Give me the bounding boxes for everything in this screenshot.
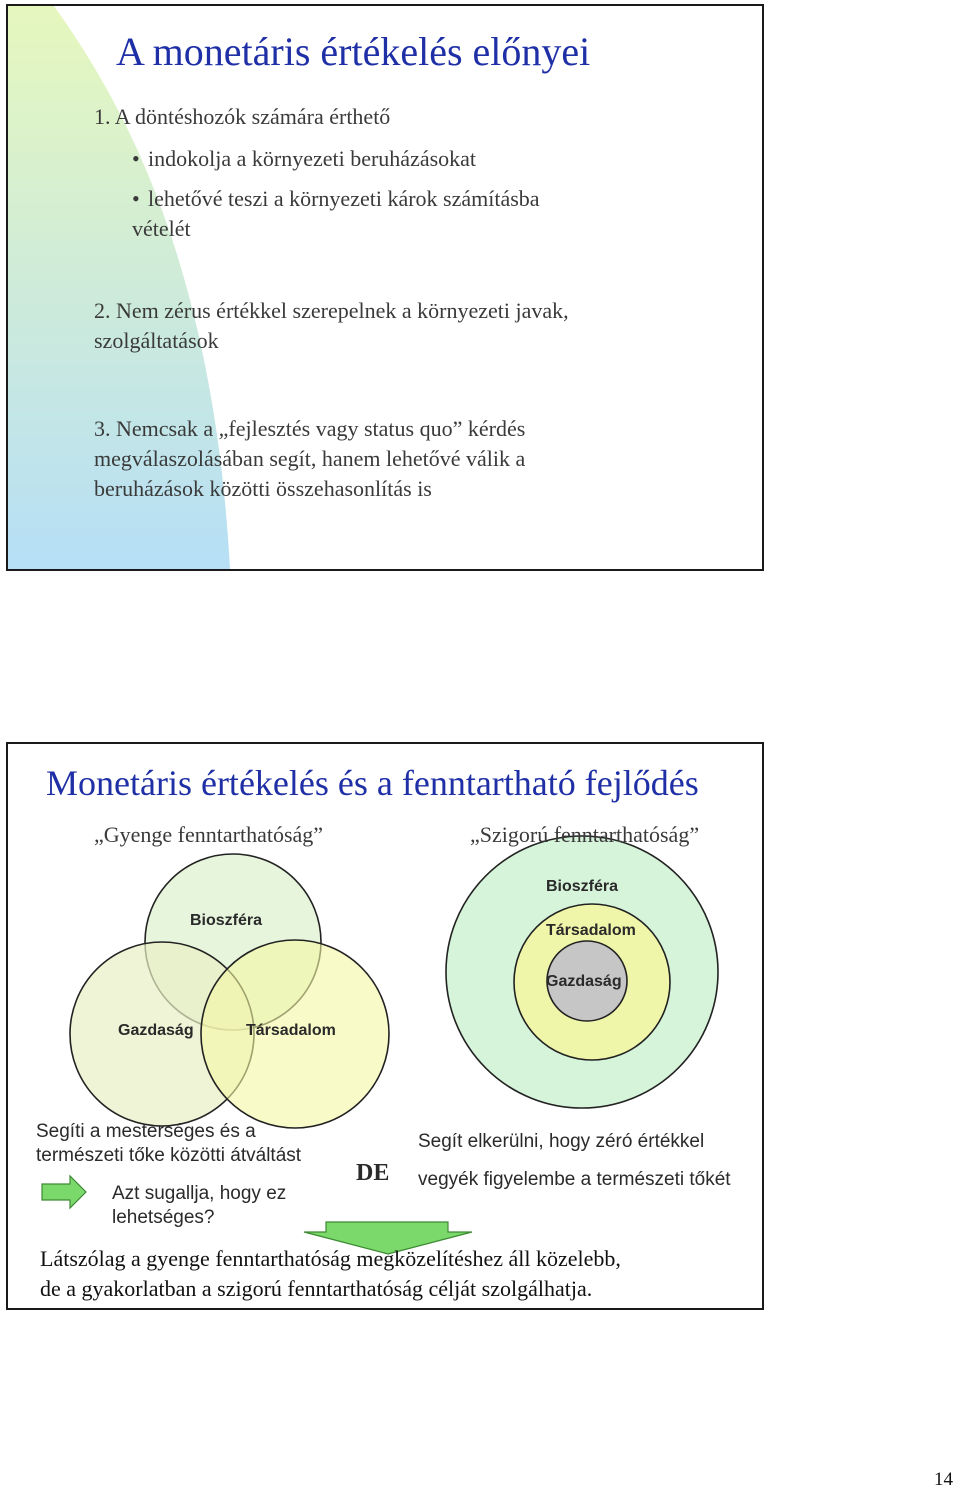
bullet-1: • indokolja a környezeti beruházásokat	[148, 144, 476, 174]
de-label: DE	[356, 1160, 390, 1186]
strong-description-line-2: vegyék figyelembe a természeti tőkét	[418, 1169, 731, 1190]
point-2-line-2: szolgáltatások	[94, 328, 219, 353]
slide-1-title: A monetáris értékelés előnyei	[116, 29, 591, 74]
strong-description-line-1: Segít elkerülni, hogy zéró értékkel	[418, 1131, 705, 1152]
nested-gazdasag-label: Gazdaság	[546, 973, 622, 990]
point-1: 1. A döntéshozók számára érthető	[94, 104, 391, 129]
conclusion-line-1: Látszólag a gyenge fenntarthatóság megközelítéshez áll közelebb,	[40, 1246, 621, 1271]
weak-sustainability-heading: „Gyenge fenntarthatóság”	[94, 822, 324, 847]
bullet-2: • lehetővé teszi a környezeti károk számításba	[148, 184, 540, 214]
nested-circles-diagram	[446, 836, 718, 1108]
page-number: 14	[934, 1469, 953, 1490]
question-line-1: Azt sugallja, hogy ez	[112, 1183, 287, 1204]
bullet-2-continuation: vételét	[132, 216, 191, 241]
conclusion-line-2: de a gyakorlatban a szigorú fenntarthatóság célját szolgálhatja.	[40, 1276, 593, 1301]
point-2-line-1: 2. Nem zérus értékkel szerepelnek a környezeti javak,	[94, 298, 569, 323]
slide-2-title: Monetáris értékelés és a fenntartható fejlődés	[46, 763, 699, 803]
nested-tarsadalom-label: Társadalom	[546, 922, 636, 939]
slide-2	[6, 742, 764, 1310]
slide-1	[6, 4, 764, 571]
venn-bioszfera-label: Bioszféra	[190, 912, 263, 929]
point-3-line-2: megválaszolásában segít, hanem lehetővé válik a	[94, 446, 526, 471]
point-3-line-3: beruházások közötti összehasonlítás is	[94, 476, 432, 501]
venn-tarsadalom-label: Társadalom	[246, 1022, 336, 1039]
venn-diagram	[70, 854, 389, 1128]
strong-sustainability-heading: „Szigorú fenntarthatóság”	[470, 822, 700, 847]
nested-bioszfera-label: Bioszféra	[546, 878, 619, 895]
point-3-line-1: 3. Nemcsak a „fejlesztés vagy status quo” kérdés	[94, 416, 526, 441]
arrow-right-icon	[42, 1176, 86, 1208]
weak-description-line-2: természeti tőke közötti átváltást	[36, 1145, 302, 1166]
venn-gazdasag-label: Gazdaság	[118, 1022, 194, 1039]
question-line-2: lehetséges?	[112, 1207, 215, 1228]
weak-description-line-1: Segíti a mesterséges és a	[36, 1121, 256, 1142]
